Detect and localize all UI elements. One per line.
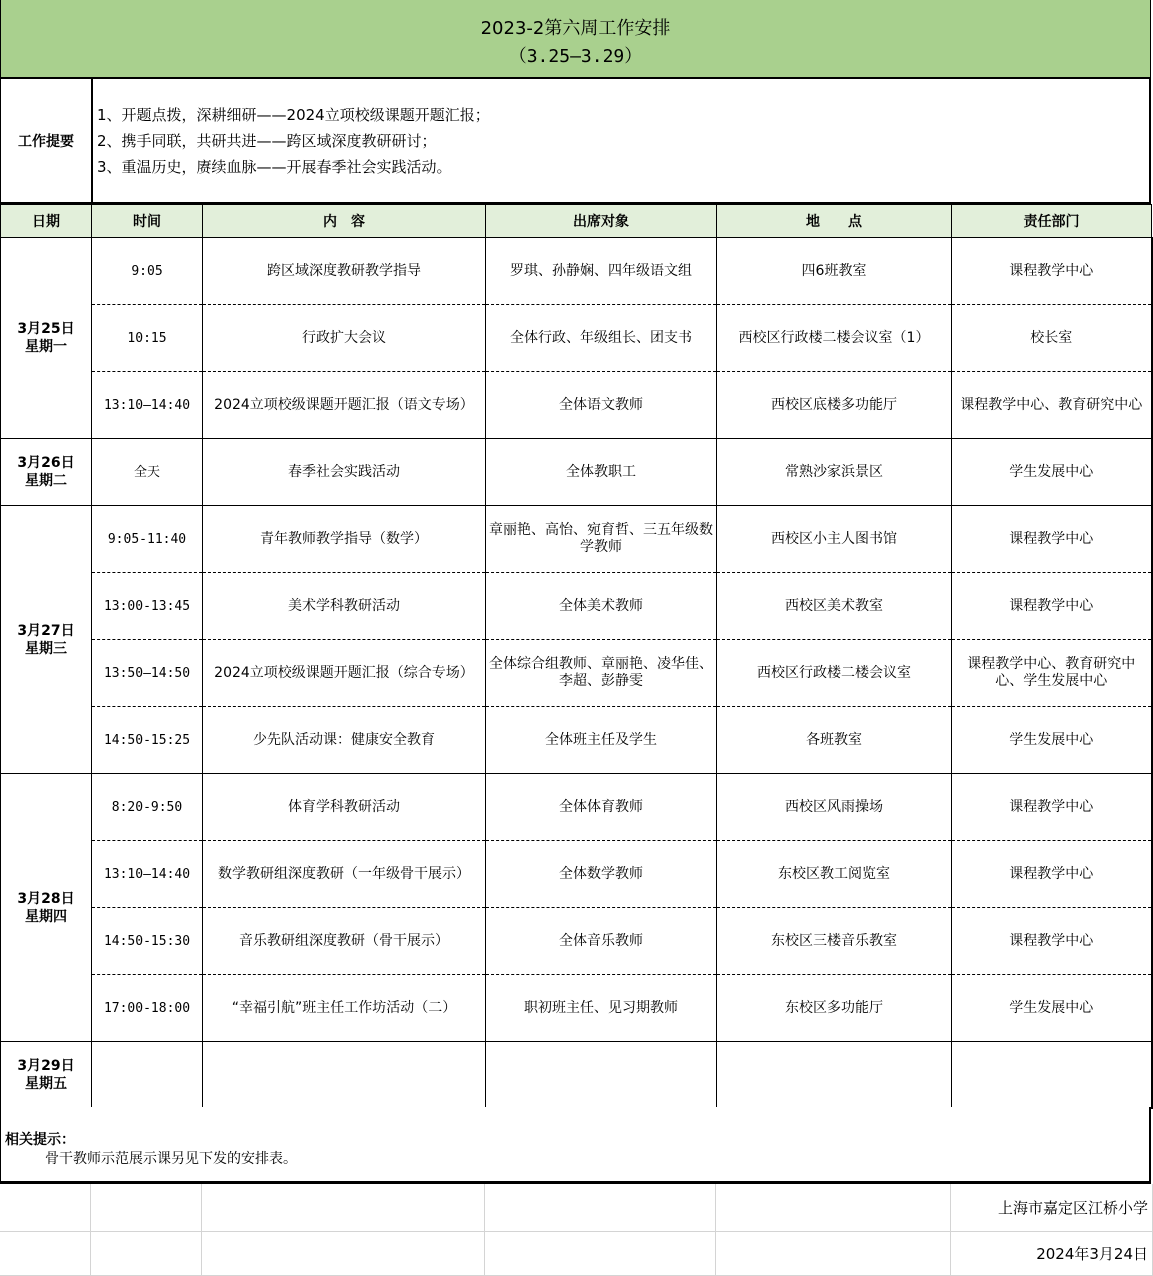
summary-item: 2、携手同联，共研共进——跨区域深度教研研讨； [97,131,437,150]
location-cell[interactable] [717,1042,952,1109]
weekday-text: 星期一 [25,339,67,355]
table-row [1,372,1152,439]
table-row [1,238,1152,305]
location-cell[interactable]: 西校区美术教室 [717,573,952,640]
date-cell[interactable] [1,1042,92,1109]
location-cell[interactable]: 西校区底楼多功能厅 [717,372,952,439]
table-row [1,908,1152,975]
empty-cell[interactable] [716,1232,951,1275]
empty-cell[interactable] [202,1184,485,1231]
time-cell[interactable]: 14:50-15:25 [92,707,203,774]
dept-cell[interactable]: 学生发展中心 [952,707,1152,774]
footer-row [0,1184,1153,1232]
header-content[interactable]: 内 容 [203,205,486,238]
content-cell[interactable]: “幸福引航”班主任工作坊活动（二） [203,975,486,1042]
table-row [1,1042,1152,1109]
work-summary [0,79,1151,204]
footer-row [0,1232,1153,1276]
location-cell[interactable]: 西校区风雨操场 [717,774,952,841]
location-cell[interactable]: 西校区行政楼二楼会议室 [717,640,952,707]
attendees-cell[interactable]: 全体综合组教师、章丽艳、凌华佳、李超、彭静雯 [486,640,717,707]
dept-cell[interactable]: 课程教学中心 [952,774,1152,841]
empty-cell[interactable] [202,1232,485,1275]
dept-cell[interactable]: 课程教学中心 [952,506,1152,573]
dept-cell[interactable] [952,1042,1152,1109]
dept-cell[interactable]: 课程教学中心 [952,908,1152,975]
summary-items[interactable] [93,79,1149,202]
date-text: 3月29日 [17,1058,75,1074]
header-row [1,205,1152,238]
table-row [1,506,1152,573]
table-row [1,640,1152,707]
title-line-2: （3.25—3.29） [508,46,643,67]
empty-cell[interactable] [91,1184,202,1231]
location-cell[interactable]: 四6班教室 [717,238,952,305]
table-row [1,774,1152,841]
dept-cell[interactable]: 课程教学中心 [952,841,1152,908]
content-cell[interactable]: 春季社会实践活动 [203,439,486,506]
location-cell[interactable]: 各班教室 [717,707,952,774]
issue-date[interactable]: 2024年3月24日 [951,1232,1153,1275]
table-row [1,707,1152,774]
dept-cell[interactable]: 学生发展中心 [952,975,1152,1042]
attendees-cell[interactable]: 全体音乐教师 [486,908,717,975]
date-text: 3月27日 [17,622,75,639]
dept-cell[interactable]: 课程教学中心 [952,238,1152,305]
notes-title: 相关提示： [5,1132,75,1148]
attendees-cell[interactable]: 全体教职工 [486,439,717,506]
empty-cell[interactable] [0,1184,91,1231]
schedule-table [0,204,1153,1109]
header-attendees[interactable]: 出席对象 [486,205,717,238]
dept-cell[interactable]: 课程教学中心、教育研究中心、学生发展中心 [952,640,1152,707]
empty-cell[interactable] [0,1232,91,1275]
header-date[interactable]: 日期 [1,205,92,238]
attendees-cell[interactable]: 全体语文教师 [486,372,717,439]
notes-body: 骨干教师示范展示课另见下发的安排表。 [45,1151,297,1167]
time-cell[interactable]: 13:50—14:50 [92,640,203,707]
attendees-cell[interactable]: 全体数学教师 [486,841,717,908]
location-cell[interactable]: 西校区行政楼二楼会议室（1） [717,305,952,372]
time-cell[interactable]: 13:10—14:40 [92,841,203,908]
content-cell[interactable]: 青年教师教学指导（数学） [203,506,486,573]
time-cell[interactable] [92,1042,203,1109]
weekday-text: 星期二 [25,473,67,489]
content-cell[interactable]: 体育学科教研活动 [203,774,486,841]
date-text: 3月26日 [17,455,75,471]
location-cell[interactable]: 东校区多功能厅 [717,975,952,1042]
title-line-1: 2023-2第六周工作安排 [480,18,671,39]
attendees-cell[interactable] [486,1042,717,1109]
time-cell[interactable]: 9:05 [92,238,203,305]
empty-cell[interactable] [485,1232,716,1275]
dept-cell[interactable]: 学生发展中心 [952,439,1152,506]
weekday-text: 星期四 [25,908,67,925]
location-cell[interactable]: 西校区小主人图书馆 [717,506,952,573]
attendees-cell[interactable]: 全体美术教师 [486,573,717,640]
weekday-text: 星期五 [25,1076,67,1092]
content-cell[interactable]: 2024立项校级课题开题汇报（综合专场） [203,640,486,707]
location-cell[interactable]: 东校区三楼音乐教室 [717,908,952,975]
table-row [1,305,1152,372]
empty-cell[interactable] [485,1184,716,1231]
attendees-cell[interactable]: 章丽艳、高怡、宛育哲、三五年级数学教师 [486,506,717,573]
content-cell[interactable]: 数学教研组深度教研（一年级骨干展示） [203,841,486,908]
table-row [1,841,1152,908]
date-text: 3月28日 [17,890,75,907]
header-dept[interactable]: 责任部门 [952,205,1152,238]
school-name[interactable]: 上海市嘉定区江桥小学 [951,1184,1153,1231]
time-cell[interactable]: 8:20-9:50 [92,774,203,841]
date-cell[interactable] [1,439,92,506]
summary-label[interactable]: 工作提要 [1,79,93,202]
table-row [1,975,1152,1042]
location-cell[interactable]: 常熟沙家浜景区 [717,439,952,506]
location-cell[interactable]: 东校区教工阅览室 [717,841,952,908]
header-time[interactable]: 时间 [92,205,203,238]
table-row [1,573,1152,640]
header-location[interactable]: 地 点 [717,205,952,238]
date-cell[interactable] [1,774,92,1042]
attendees-cell[interactable]: 职初班主任、见习期教师 [486,975,717,1042]
content-cell[interactable]: 少先队活动课：健康安全教育 [203,707,486,774]
content-cell[interactable]: 行政扩大会议 [203,305,486,372]
summary-item: 3、重温历史，赓续血脉——开展春季社会实践活动。 [97,157,452,176]
attendees-cell[interactable]: 全体体育教师 [486,774,717,841]
related-notes[interactable] [0,1107,1151,1184]
dept-cell[interactable]: 课程教学中心、教育研究中心 [952,372,1152,439]
attendees-cell[interactable]: 全体班主任及学生 [486,707,717,774]
summary-item: 1、开题点拨，深耕细研——2024立项校级课题开题汇报； [97,105,490,124]
attendees-cell[interactable]: 罗琪、孙静娴、四年级语文组 [486,238,717,305]
time-cell[interactable]: 13:00-13:45 [92,573,203,640]
empty-cell[interactable] [91,1232,202,1275]
time-cell[interactable]: 9:05-11:40 [92,506,203,573]
time-cell[interactable]: 17:00-18:00 [92,975,203,1042]
weekday-text: 星期三 [25,640,67,657]
attendees-cell[interactable]: 全体行政、年级组长、团支书 [486,305,717,372]
time-cell[interactable]: 全天 [92,439,203,506]
content-cell[interactable]: 跨区域深度教研教学指导 [203,238,486,305]
time-cell[interactable]: 13:10—14:40 [92,372,203,439]
content-cell[interactable]: 音乐教研组深度教研（骨干展示） [203,908,486,975]
time-cell[interactable]: 14:50-15:30 [92,908,203,975]
table-row [1,439,1152,506]
empty-cell[interactable] [716,1184,951,1231]
dept-cell[interactable]: 校长室 [952,305,1152,372]
content-cell[interactable] [203,1042,486,1109]
date-cell[interactable] [1,238,92,439]
content-cell[interactable]: 美术学科教研活动 [203,573,486,640]
date-cell[interactable] [1,506,92,774]
dept-cell[interactable]: 课程教学中心 [952,573,1152,640]
footer-grid [0,1184,1153,1276]
time-cell[interactable]: 10:15 [92,305,203,372]
content-cell[interactable]: 2024立项校级课题开题汇报（语文专场） [203,372,486,439]
date-text: 3月25日 [17,321,75,337]
title-banner[interactable] [0,0,1151,79]
